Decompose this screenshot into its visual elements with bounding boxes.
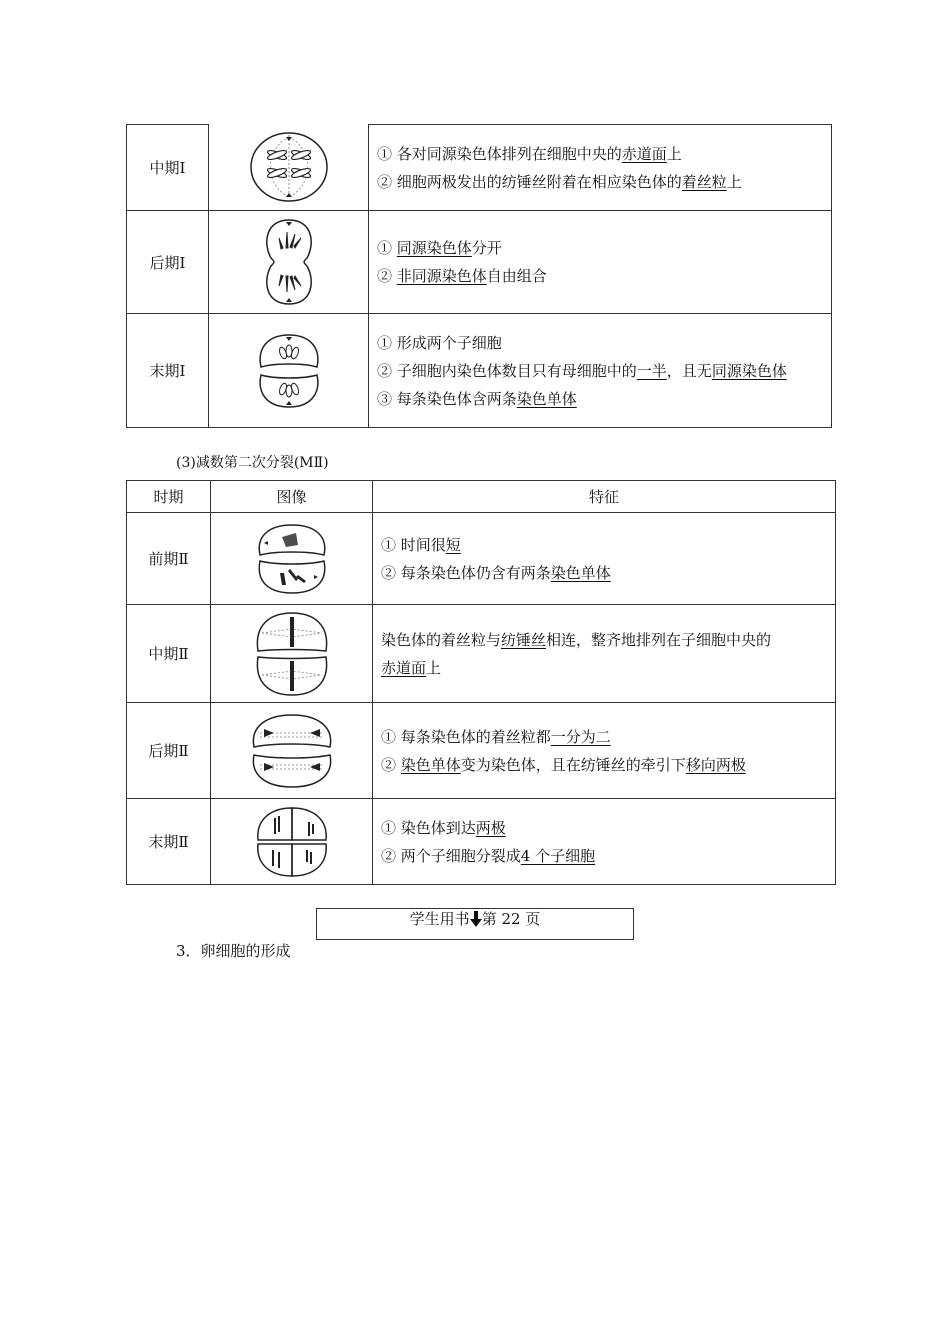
meiosis-1-table xyxy=(126,124,832,428)
feature-cell: ① 时间很短 ② 每条染色体仍含有两条染色单体 xyxy=(373,513,836,605)
feature-cell: ① 形成两个子细胞 ② 子细胞内染色体数目只有母细胞中的一半，且无同源染色体 ③ 每条染色体含两条染色单体 xyxy=(369,314,832,428)
section-heading: 3．卵细胞的形成 xyxy=(176,942,291,960)
cell-image-anaphase-1 xyxy=(209,211,369,314)
phase-label: 末期Ⅰ xyxy=(127,314,209,428)
table-row xyxy=(127,211,832,314)
table-row xyxy=(127,703,836,799)
table-row xyxy=(127,125,832,211)
phase-label: 中期Ⅰ xyxy=(127,125,209,211)
feature-cell: 染色体的着丝粒与纺锤丝相连，整齐地排列在子细胞中央的 赤道面上 xyxy=(373,605,836,703)
cell-image-telophase-1 xyxy=(209,314,369,428)
feature-cell: ① 染色体到达两极 ② 两个子细胞分裂成4 个子细胞 xyxy=(373,799,836,885)
table-row xyxy=(127,605,836,703)
cell-image-metaphase-1 xyxy=(209,125,369,211)
table-header-row xyxy=(127,481,836,513)
header-features: 特征 xyxy=(373,481,836,513)
phase-label: 前期Ⅱ xyxy=(127,513,211,605)
table-row xyxy=(127,314,832,428)
ref-page-label: 第 22 页 xyxy=(481,910,541,928)
metaphase-1-diagram xyxy=(244,129,334,205)
feature-cell: ① 每条染色体的着丝粒都一分为二 ② 染色单体变为染色体，且在纺锤丝的牵引下移向两极 xyxy=(373,703,836,799)
phase-label: 末期Ⅱ xyxy=(127,799,211,885)
header-period: 时期 xyxy=(127,481,211,513)
metaphase-2-diagram xyxy=(252,609,332,699)
telophase-1-diagram xyxy=(253,329,325,413)
ref-book-label: 学生用书 xyxy=(409,910,470,928)
table-row xyxy=(127,513,836,605)
prophase-2-diagram xyxy=(252,519,332,599)
phase-label: 后期Ⅰ xyxy=(127,211,209,314)
down-arrow-icon xyxy=(470,911,482,932)
textbook-page-reference xyxy=(316,908,634,940)
feature-cell: ① 同源染色体分开 ② 非同源染色体自由组合 xyxy=(369,211,832,314)
anaphase-1-diagram xyxy=(259,216,319,308)
cell-image-prophase-2 xyxy=(211,513,373,605)
header-image: 图像 xyxy=(211,481,373,513)
phase-label: 后期Ⅱ xyxy=(127,703,211,799)
cell-image-metaphase-2 xyxy=(211,605,373,703)
meiosis-2-table xyxy=(126,480,836,885)
phase-label: 中期Ⅱ xyxy=(127,605,211,703)
anaphase-2-diagram xyxy=(244,709,340,793)
telophase-2-diagram xyxy=(252,804,332,880)
cell-image-telophase-2 xyxy=(211,799,373,885)
cell-image-anaphase-2 xyxy=(211,703,373,799)
section-subtitle: (3)减数第二次分裂(MⅡ) xyxy=(176,455,329,471)
feature-cell: ① 各对同源染色体排列在细胞中央的赤道面上 ② 细胞两极发出的纺锤丝附着在相应染色体的着丝粒上 xyxy=(369,125,832,211)
table-row xyxy=(127,799,836,885)
